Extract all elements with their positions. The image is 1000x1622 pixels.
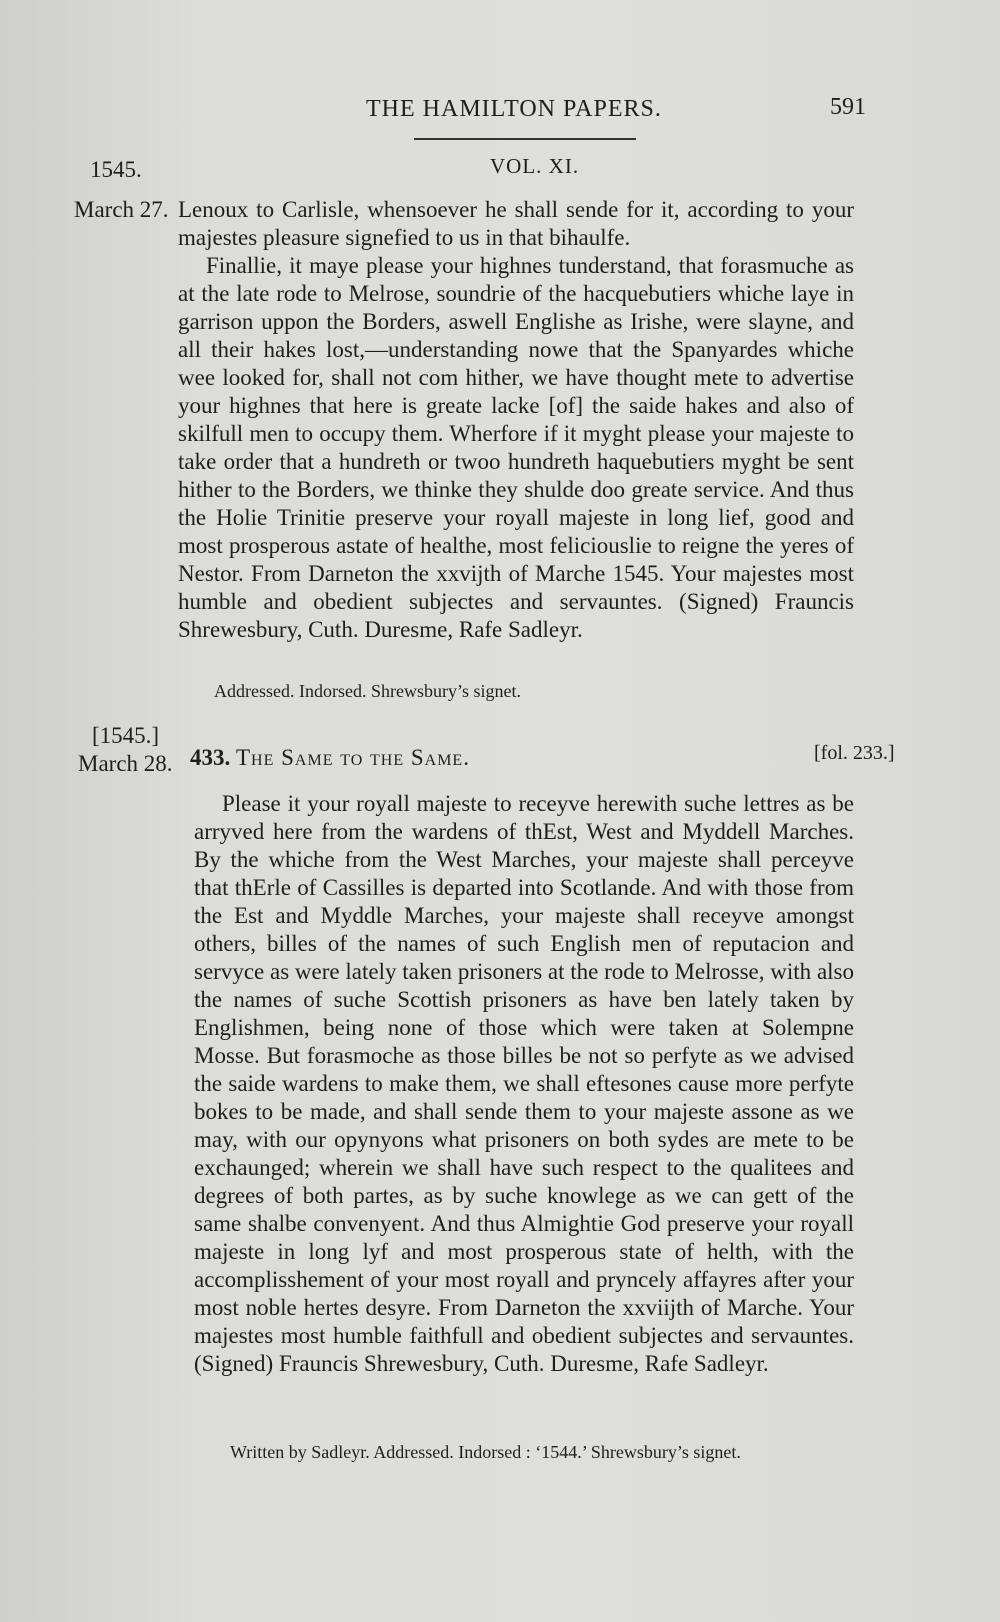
entry-433-body: Please it your royall majeste to receyve herewith suche lettres as be arryved here from the wardens of thEst, West and Myddell Marches. By the whiche from the West Marches, your majeste shall perceyve that thErle of Cassilles is departed into Scotlande. And with those from the Est and Myddle Marches, your majeste shall receyve amongst others, billes of the names of such English men of reputacion and servyce as were lately taken prisoners at the rode to Melrosse, with also the names of suche Scottish prisoners as have ben lately taken by Englishmen, being none of those which were taken at Solempne Mosse. But forasmoche as those billes be not so perfyte as we advised the saide wardens to make them, we shall eftesones cause more perfyte bokes to be made, and shall sende them to your majeste assone as we may, with our opynyons what prisoners on both sydes are mete to be exchaunged; wherein we shall have such respect to the qualitees and degrees of both partes, as by suche knowlege as we can gett of the same shalbe convenyent. And thus Almightie God preserve your royall majeste in long lyf and most prosperous state of helth, with the accomplisshement of your most royall and pryncely affayres after your most noble hertes desyre. From Darneton the xxviijth of Marche. Your majestes most humble faithfull and obedient subjectes and servauntes. (Signed) Frauncis Shrewesbury, Cuth. Duresme, Rafe Sadleyr.	[194, 791, 854, 1376]
header-rule	[414, 138, 636, 140]
entry-432-continuation	[178, 196, 854, 644]
entry-433-heading	[190, 745, 470, 771]
entry-number: 433.	[190, 745, 231, 770]
entry-433-body-block	[194, 790, 854, 1378]
finallie-paragraph: Finallie, it maye please your highnes tunderstand, that forasmuche as at the late rode to Melrose, soundrie of the hacquebutiers whiche laye in garrison uppon the Borders, aswell Englishe as Irishe, were slayne, and all their hakes lost,—understanding nowe that the Spanyardes whiche wee looked for, shall not com hither, we have thought mete to advertise your highnes that here is greate lacke [of] the saide hakes and also of skilfull men to occupy them. Wherfore if it myght please your majeste to take order that a hundreth or twoo hundreth haquebutiers myght be sent hither to the Borders, we thinke they shulde doo greate service. And thus the Holie Trinitie preserve your royall majeste in long lief, good and most prosperous astate of healthe, most feliciouslie to reigne the yeres of Nestor. From Darneton the xxvijth of Marche 1545. Your majestes most humble and obedient subjectes and servauntes. (Signed) Frauncis Shrewesbury, Cuth. Duresme, Rafe Sadleyr.	[178, 253, 854, 642]
margin-date-march-27: March 27.	[74, 197, 169, 222]
entry-433-endorsement: Written by Sadleyr. Addressed. Indorsed : ‘1544.’ Shrewsbury’s signet.	[230, 1442, 741, 1462]
continuation-paragraph: Lenoux to Carlisle, whensoever he shall sende for it, according to your majestes pleasure signefied to us in that bihaulfe.	[178, 197, 854, 250]
folio-reference: [fol. 233.]	[814, 742, 895, 764]
entry-title: The Same to the Same.	[236, 745, 470, 770]
running-title: THE HAMILTON PAPERS.	[366, 96, 662, 122]
volume-label: VOL. XI.	[490, 154, 580, 178]
page-number: 591	[830, 94, 866, 120]
margin-date-march-28: March 28.	[78, 751, 173, 776]
running-head	[0, 96, 1000, 136]
entry-432-endorsement: Addressed. Indorsed. Shrewsbury’s signet.	[214, 681, 521, 701]
margin-year-bracketed: [1545.]	[92, 723, 160, 748]
margin-year: 1545.	[90, 157, 142, 182]
